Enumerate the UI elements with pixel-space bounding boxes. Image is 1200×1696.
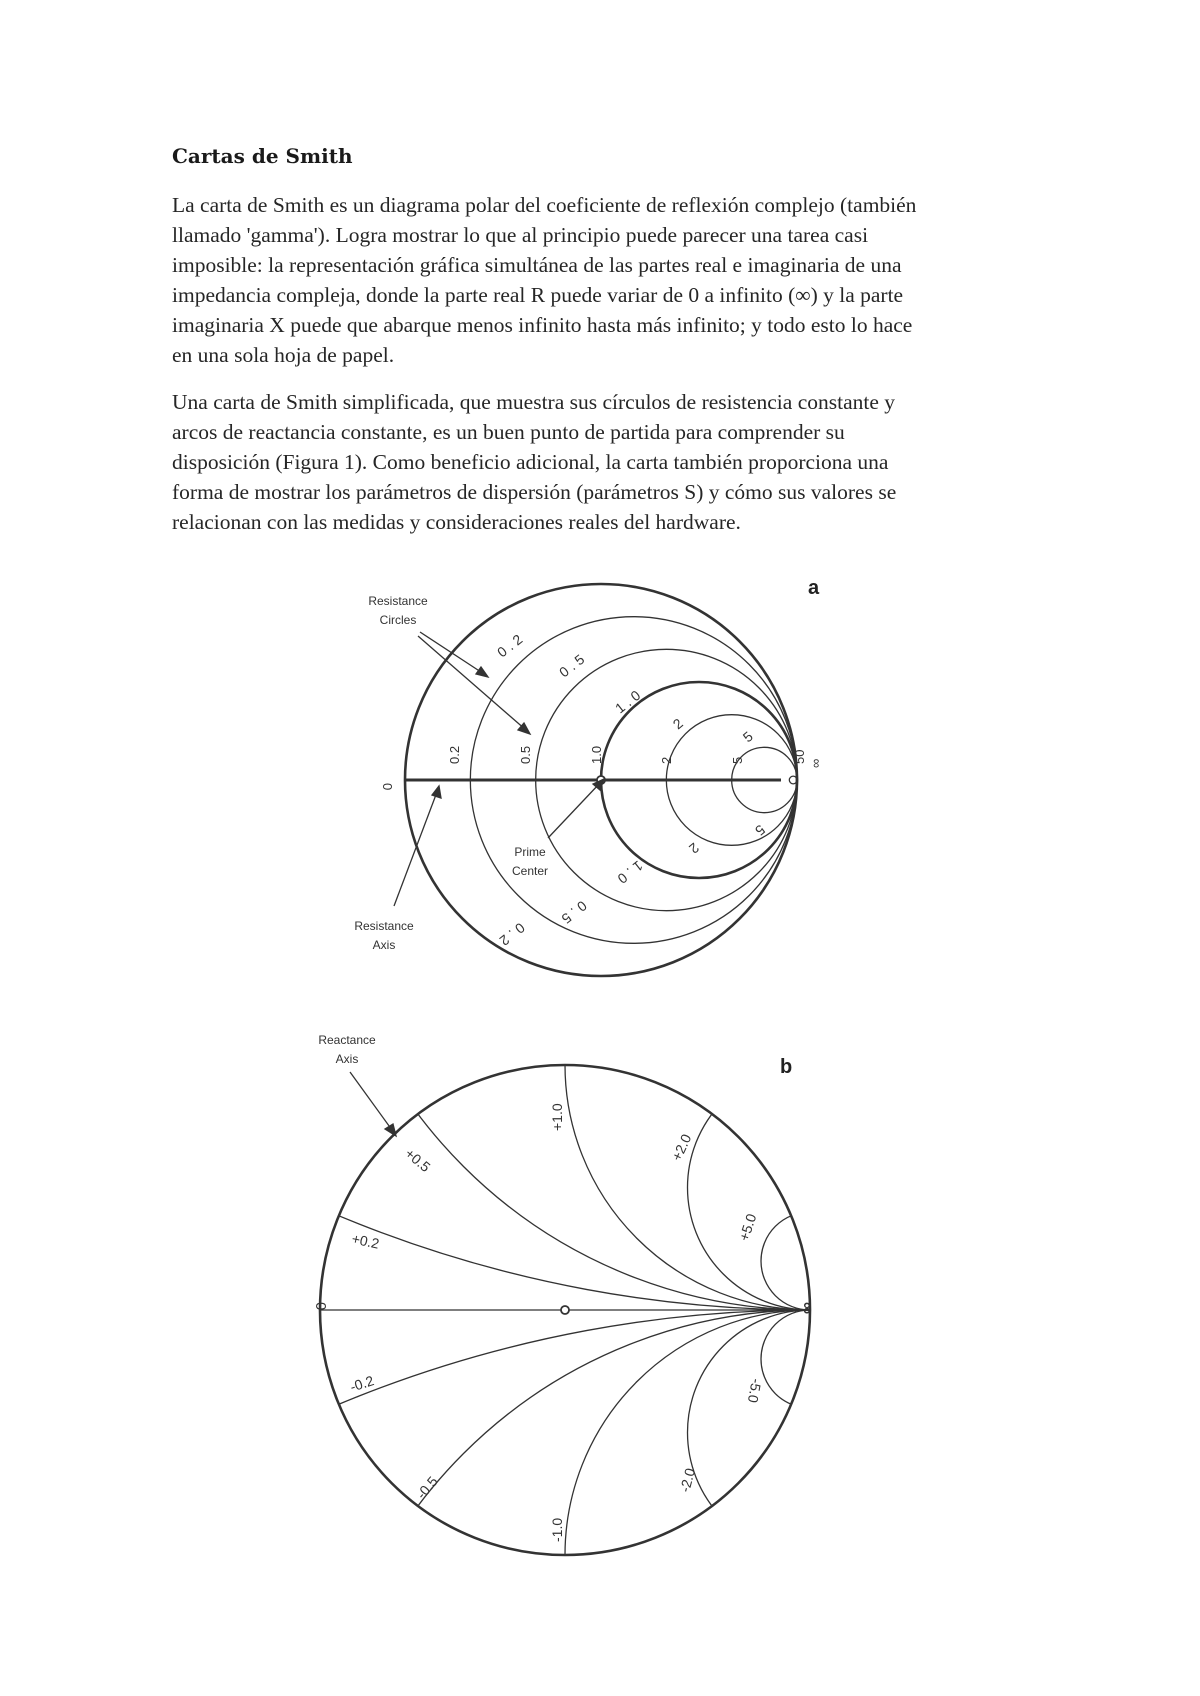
- smith-chart-reactance-figure: [0, 1030, 1200, 1590]
- reactance-arc--2: [688, 1310, 933, 1555]
- arrow-to-prime-center: [548, 783, 600, 838]
- smith-chart-resistance-figure: [0, 570, 1200, 1010]
- annotation-reactance-axis-line2: Axis: [335, 1052, 359, 1066]
- reactance-label--0.2: -0.2: [347, 1372, 376, 1395]
- reactance-arc--1: [565, 1310, 1055, 1696]
- axis-label-0.5: 0.5: [518, 745, 533, 764]
- paragraph-simplified-chart: [172, 387, 1032, 537]
- paragraph-line: Una carta de Smith simplificada, que muestra sus círculos de resistencia constante y: [172, 390, 896, 414]
- panel-label-b: b: [780, 1056, 793, 1078]
- paragraph-line: arcos de reactancia constante, es un buen punto de partida para comprender su: [172, 420, 845, 444]
- reactance-label-+2.0: +2.0: [668, 1131, 695, 1164]
- arrowhead: [476, 667, 488, 677]
- paragraph-line: disposición (Figura 1). Como beneficio adicional, la carta también proporciona una: [172, 450, 889, 474]
- annotation-resistance-axis-line1: Resistance: [354, 919, 414, 933]
- paragraph-line: en una sola hoja de papel.: [172, 343, 395, 367]
- axis-label-infinity: ∞: [808, 758, 823, 768]
- reactance-label--5.0: -5.0: [744, 1377, 765, 1405]
- upper-label-1.0: 1 . 0: [611, 686, 644, 717]
- paragraph-line: La carta de Smith es un diagrama polar del coeficiente de reflexión complejo (también: [172, 193, 917, 217]
- reactance-label-+0.2: +0.2: [350, 1230, 381, 1252]
- reactance-label--2.0: -2.0: [676, 1466, 699, 1494]
- lower-label-2: 2: [686, 839, 703, 857]
- reactance-label-+5.0: +5.0: [735, 1211, 760, 1243]
- arrow-to-0.2-circle: [420, 632, 484, 674]
- reactance-arc-2: [688, 1065, 933, 1310]
- axis-label-2: 2: [659, 756, 674, 764]
- annotation-resistance-axis-line2: Axis: [372, 938, 396, 952]
- upper-label-0.2: 0 . 2: [493, 630, 526, 661]
- arrowhead: [432, 786, 441, 798]
- center-marker: [561, 1306, 569, 1314]
- reactance-label-+0.5: +0.5: [402, 1145, 434, 1176]
- axis-label-1.0: 1.0: [589, 745, 604, 764]
- paragraph-line: relacionan con las medidas y consideraciones reales del hardware.: [172, 510, 741, 534]
- arrowhead: [385, 1124, 396, 1136]
- arrow-to-resistance-axis: [394, 792, 437, 906]
- annotation-prime-center-line2: Center: [511, 864, 549, 878]
- paragraph-intro: [172, 190, 1032, 370]
- pointer-arrows: [350, 1072, 396, 1136]
- paragraph-line: impedancia compleja, donde la parte real R puede variar de 0 a infinito (∞) y la parte: [172, 283, 904, 307]
- upper-label-5: 5: [739, 728, 756, 746]
- page-title: Cartas de Smith: [172, 144, 353, 168]
- paragraph-line: imposible: la representación gráfica simultánea de las partes real e imaginaria de una: [172, 253, 902, 277]
- upper-label-2: 2: [669, 715, 686, 733]
- axis-label-0: 0: [312, 1302, 329, 1311]
- reactance-arc--0.2: [0, 1310, 1200, 1696]
- paragraph-line: llamado 'gamma'). Logra mostrar lo que al principio puede parecer una tarea casi: [172, 223, 869, 247]
- annotation-resistance-circles-line2: Circles: [379, 613, 417, 627]
- annotation-prime-center-line1: Prime: [514, 845, 546, 859]
- lower-label-1.0: 1 . 0: [614, 857, 647, 888]
- axis-label-0.2: 0.2: [447, 745, 462, 764]
- axis-label-infinity: ∞: [798, 1302, 817, 1315]
- upper-label-0.5: 0 . 5: [555, 650, 588, 681]
- lower-label-0.2: 0 . 2: [496, 919, 529, 950]
- panel-label-a: a: [808, 577, 820, 599]
- reactance-label--1.0: -1.0: [549, 1517, 565, 1542]
- reactance-arc--0.5: [320, 1310, 1200, 1696]
- arrow-to-reactance-axis: [350, 1072, 392, 1130]
- reactance-label-+1.0: +1.0: [549, 1103, 565, 1131]
- axis-label-0: 0: [380, 783, 395, 791]
- paragraph-line: forma de mostrar los parámetros de dispersión (parámetros S) y cómo sus valores se: [172, 480, 897, 504]
- axis-label-5: 5: [730, 756, 745, 764]
- lower-label-5: 5: [752, 821, 769, 839]
- lower-label-0.5: 0 . 5: [558, 897, 591, 928]
- annotation-reactance-axis-line1: Reactance: [318, 1033, 376, 1047]
- axis-label-50: 50: [792, 749, 807, 764]
- annotation-resistance-circles-line1: Resistance: [368, 594, 428, 608]
- reactance-label--0.5: -0.5: [413, 1473, 441, 1502]
- paragraph-line: imaginaria X puede que abarque menos infinito hasta más infinito; y todo esto lo hace: [172, 313, 913, 337]
